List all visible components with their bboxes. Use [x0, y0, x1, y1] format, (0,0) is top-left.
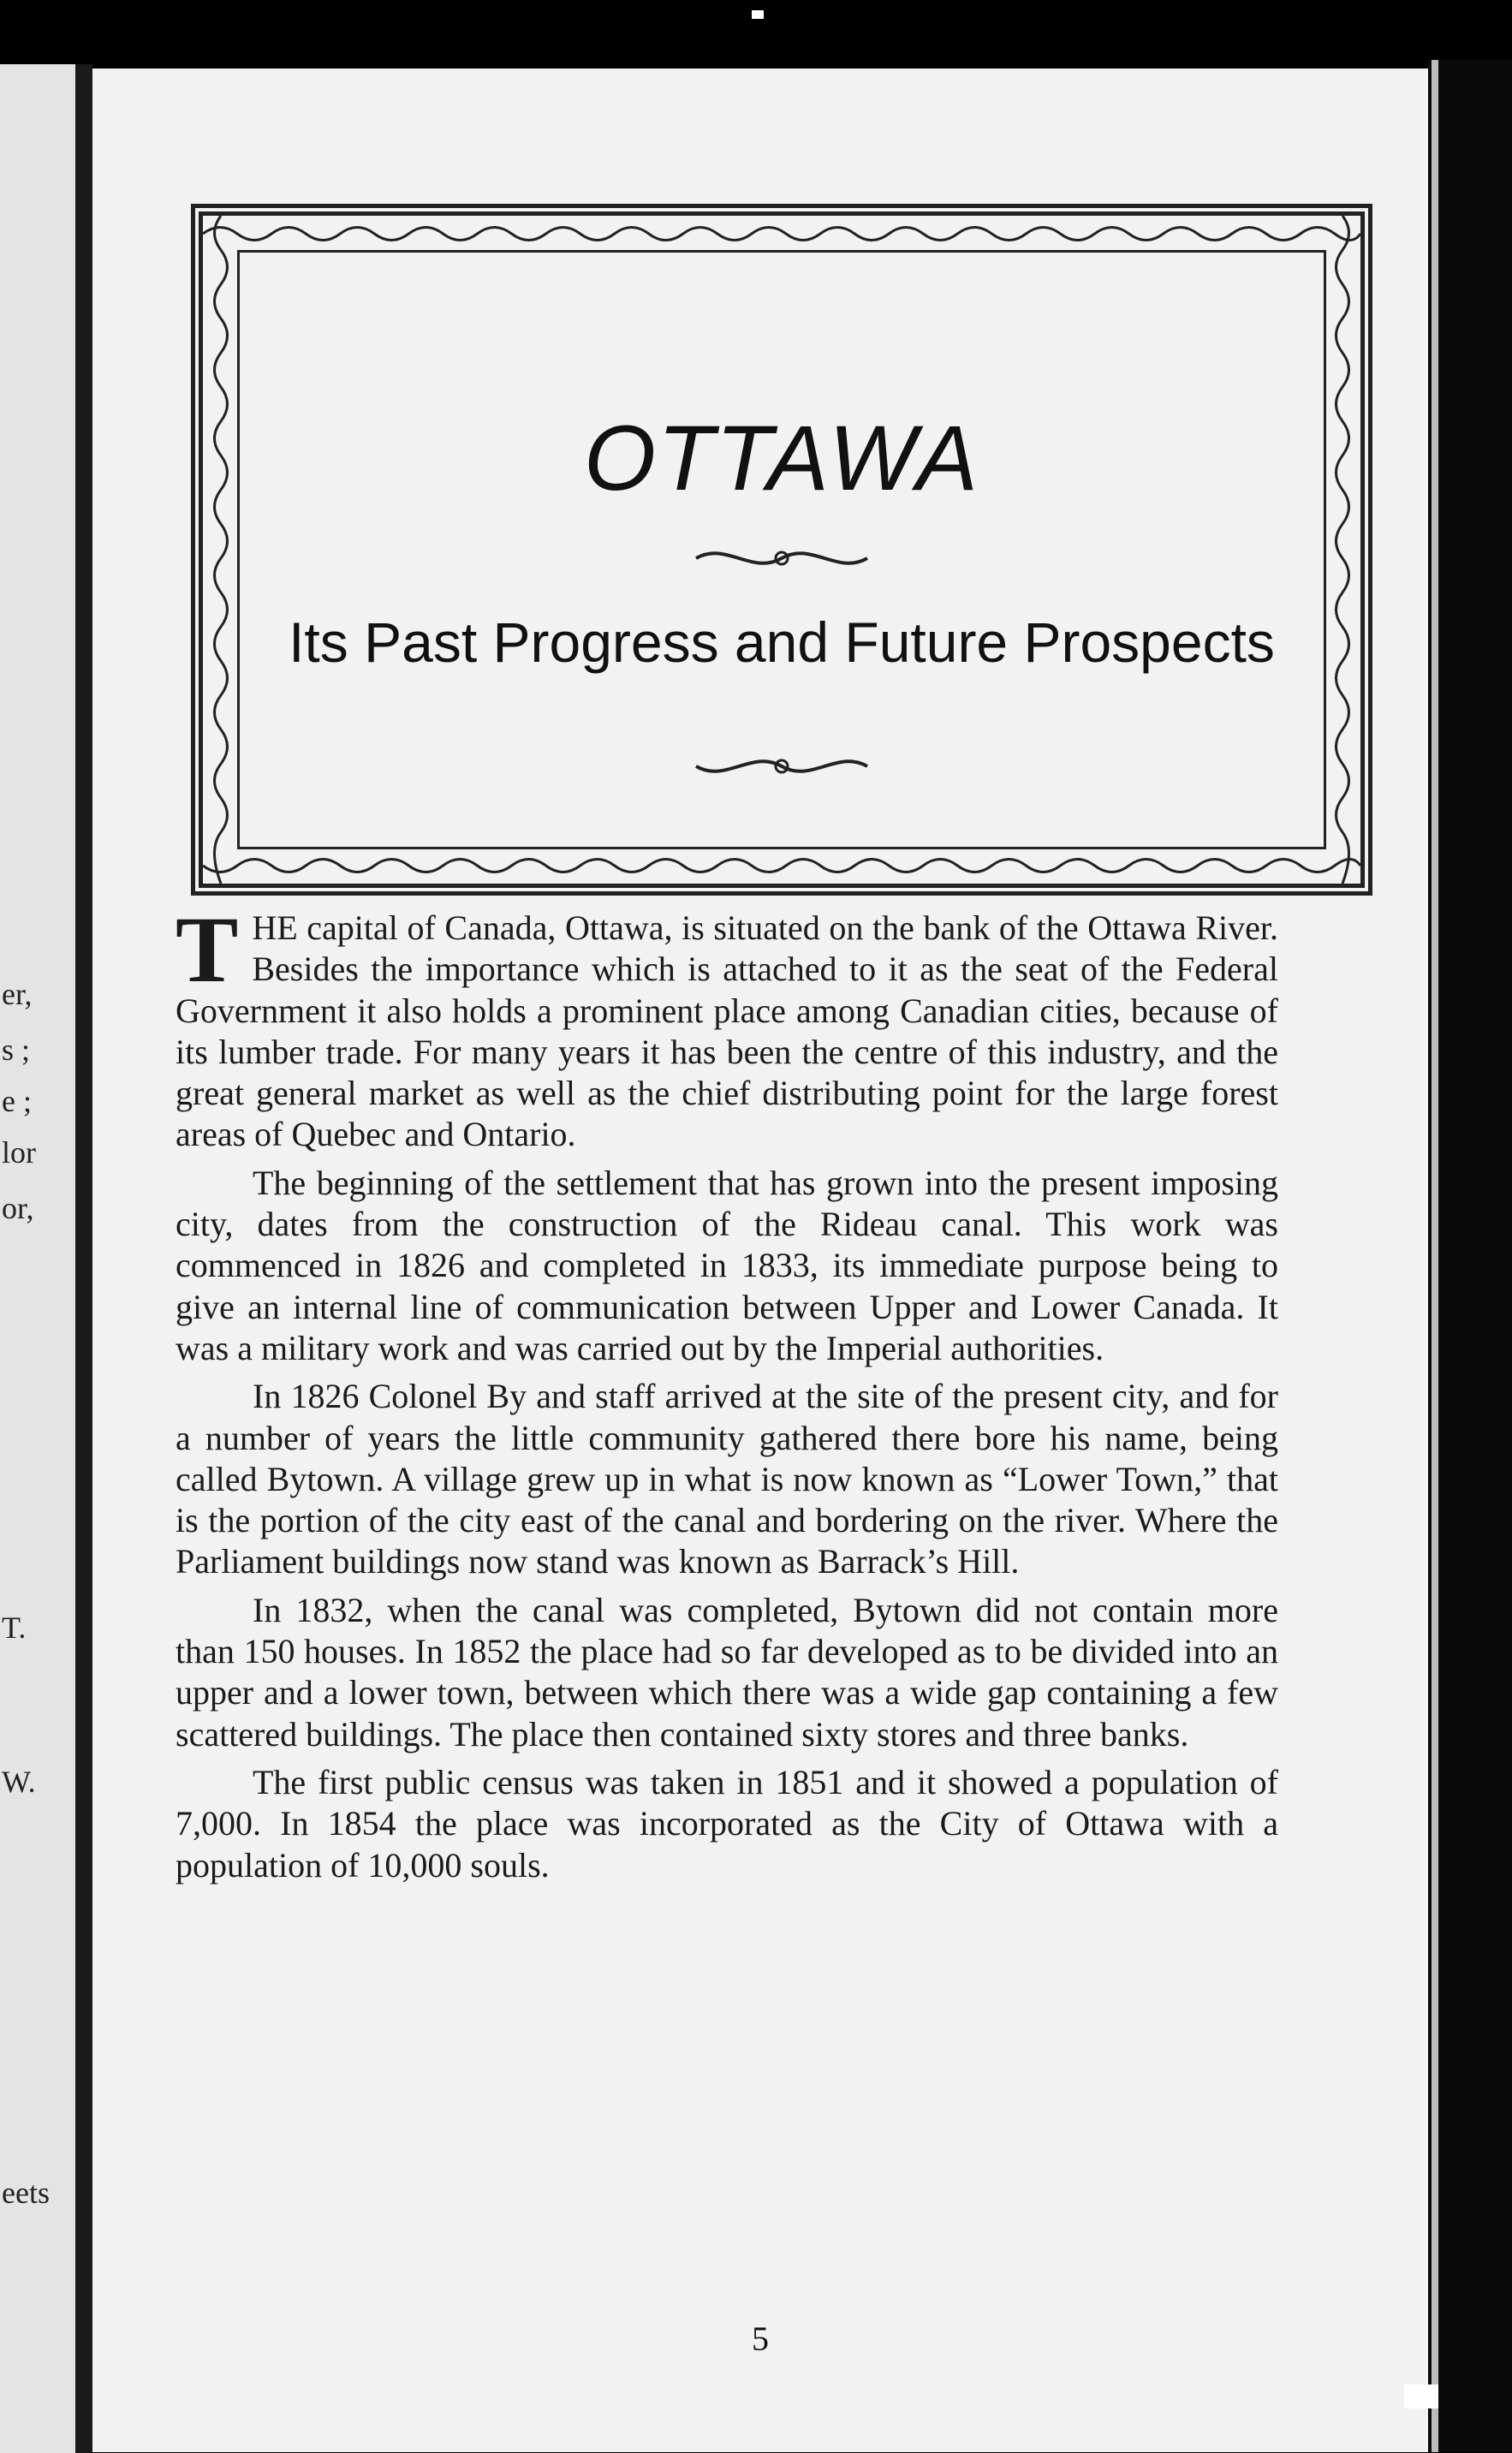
facing-page-fragment: lor: [2, 1135, 36, 1170]
facing-page-fragment: eets: [2, 2176, 50, 2210]
drop-cap: T: [176, 897, 239, 1002]
paragraph-3: In 1826 Colonel By and staff arrived at the site of the present city, and for a number of years the little community gathered there bore his name, being called Bytown. A village grew up in what is now known as “Lower Town,” that is the portion of the city east of the canal and bordering on the river. Where the Parliament buildings now stand was known as Barrack’s Hill.: [176, 1377, 1278, 1581]
facing-page-fragment: W.: [2, 1765, 36, 1799]
border-scroll-top: [203, 221, 1360, 247]
facing-page-fragment: s ;: [2, 1033, 31, 1067]
right-book-edge: [1428, 60, 1512, 2452]
border-scroll-bottom: [203, 853, 1360, 878]
scan-artifact: [1404, 2385, 1438, 2408]
paragraph-5: The first public census was taken in 1851 and it showed a population of 7,000. In 1854 the place was incorporated as the City of Ottawa with a population of 10,000 souls.: [176, 1762, 1278, 1884]
facing-page-fragment: e ;: [2, 1084, 32, 1118]
article-body: [176, 897, 1278, 1893]
paragraph-1-text: HE capital of Canada, Ottawa, is situated on the bank of the Ottawa River. Besides the importance which is attached to it as the seat of the Federal Government it also holds a prominent place among Canadian cities, because of its lumber trade. For many years it has been the centre of this industry, and the great general market as well as the chief distributing point for the large forest areas of Quebec and Ontario.: [176, 908, 1278, 1154]
flourish-ornament-top: [692, 537, 872, 580]
scan-artifact-top: [752, 10, 764, 19]
facing-page-fragment: or,: [2, 1191, 34, 1225]
book-page: [92, 68, 1428, 2452]
paragraph-1: [176, 897, 1278, 1156]
border-scroll-left: [208, 216, 234, 884]
ornamental-border: [191, 204, 1372, 896]
page-title: OTTAWA: [583, 406, 980, 509]
book-gutter: [75, 64, 92, 2453]
border-scroll-right: [1330, 216, 1355, 884]
facing-page-fragment: er,: [2, 977, 33, 1011]
page-subtitle: Its Past Progress and Future Prospects: [289, 610, 1275, 674]
paragraph-2: The beginning of the settlement that has grown into the present imposing city, dates from the construction of the Rideau canal. This work was commenced in 1826 and completed in 1833, its immediate purpose being to give an internal line of communication between Upper and Lower Canada. It was a military work and was carried out by the Imperial authorities.: [176, 1163, 1278, 1367]
flourish-ornament-bottom: [692, 745, 872, 788]
page-number: 5: [752, 2319, 769, 2358]
facing-page: [0, 64, 75, 2453]
paragraph-4: In 1832, when the canal was completed, Bytown did not contain more than 150 houses. In 1852 the place had so far developed as to be divided into an upper and a lower town, between which there was a wide gap containing a few scattered buildings. The place then contained sixty stores and three banks.: [176, 1590, 1278, 1753]
right-page-edge-strip: [1432, 60, 1438, 2452]
facing-page-fragment: T.: [2, 1611, 27, 1645]
